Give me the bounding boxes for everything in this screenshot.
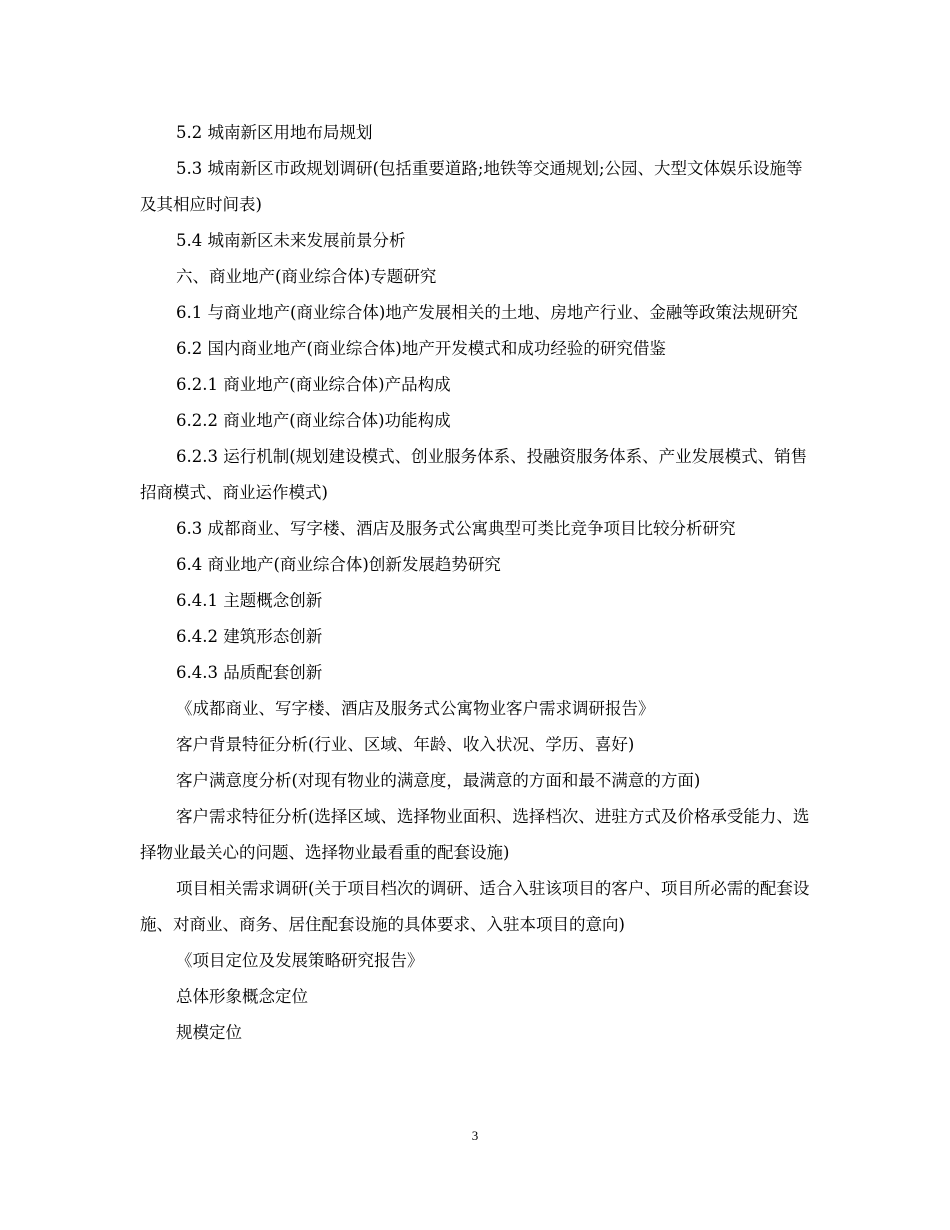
paragraph-6-2-1: 6.2.1 商业地产(商业综合体)产品构成 [176, 375, 451, 394]
paragraph-5-2: 5.2 城南新区用地布局规划 [176, 123, 373, 142]
section-heading-6: 六、商业地产(商业综合体)专题研究 [176, 267, 437, 286]
paragraph-6-4-3: 6.4.3 品质配套创新 [176, 663, 323, 682]
paragraph-6-1: 6.1 与商业地产(商业综合体)地产发展相关的土地、房地产行业、金融等政策法规研究 [176, 303, 798, 322]
paragraph-5-3: 5.3 城南新区市政规划调研(包括重要道路;地铁等交通规划;公园、大型文体娱乐设施等及其相应时间表) [140, 159, 803, 214]
report-title-positioning: 《项目定位及发展策略研究报告》 [176, 951, 424, 970]
paragraph-image-positioning: 总体形象概念定位 [176, 987, 308, 1006]
paragraph-customer-demand: 客户需求特征分析(选择区域、选择物业面积、选择档次、进驻方式及价格承受能力、选择物业最关心的问题、选择物业最看重的配套设施) [140, 807, 810, 862]
paragraph-6-2: 6.2 国内商业地产(商业综合体)地产开发模式和成功经验的研究借鉴 [176, 339, 666, 358]
paragraph-6-4-1: 6.4.1 主题概念创新 [176, 591, 323, 610]
paragraph-customer-background: 客户背景特征分析(行业、区域、年龄、收入状况、学历、喜好) [176, 735, 635, 754]
paragraph-6-4-2: 6.4.2 建筑形态创新 [176, 627, 323, 646]
paragraph-6-4: 6.4 商业地产(商业综合体)创新发展趋势研究 [176, 555, 501, 574]
paragraph-customer-satisfaction: 客户满意度分析(对现有物业的满意度，最满意的方面和最不满意的方面) [176, 771, 701, 790]
document-body [140, 115, 812, 1051]
paragraph-6-2-3: 6.2.3 运行机制(规划建设模式、创业服务体系、投融资服务体系、产业发展模式、销售招商模式、商业运作模式) [140, 447, 808, 502]
paragraph-scale-positioning: 规模定位 [176, 1023, 242, 1042]
paragraph-5-4: 5.4 城南新区未来发展前景分析 [176, 231, 406, 250]
page-number: 3 [471, 1128, 479, 1143]
report-title-customer-demand: 《成都商业、写字楼、酒店及服务式公寓物业客户需求调研报告》 [176, 699, 655, 718]
paragraph-project-demand: 项目相关需求调研(关于项目档次的调研、适合入驻该项目的客户、项目所必需的配套设施、对商业、商务、居住配套设施的具体要求、入驻本项目的意向) [140, 879, 810, 934]
paragraph-6-2-2: 6.2.2 商业地产(商业综合体)功能构成 [176, 411, 451, 430]
paragraph-6-3: 6.3 成都商业、写字楼、酒店及服务式公寓典型可类比竞争项目比较分析研究 [176, 519, 736, 538]
